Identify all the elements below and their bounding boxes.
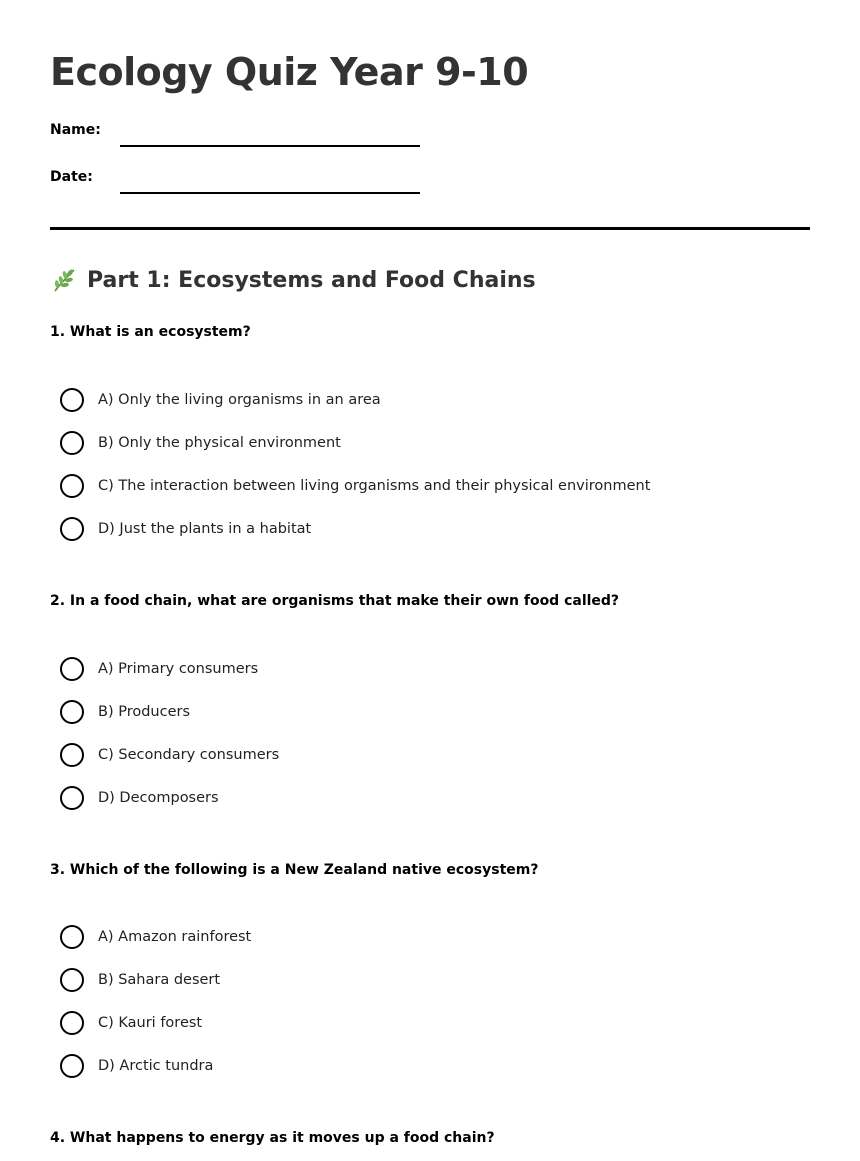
option-2c[interactable] [60, 742, 279, 768]
option-3b[interactable] [60, 967, 220, 993]
option-3a[interactable] [60, 924, 251, 950]
date-label: Date: [50, 169, 93, 185]
option-label: A) Primary consumers [98, 661, 259, 677]
radio-button[interactable] [60, 925, 84, 949]
radio-button[interactable] [60, 431, 84, 455]
option-label: C) Kauri forest [98, 1015, 203, 1031]
option-label: C) The interaction between living organisms and their physical environment [98, 478, 651, 494]
section-title-text: Part 1: Ecosystems and Food Chains [87, 267, 536, 293]
radio-button[interactable] [60, 1054, 84, 1078]
option-1c[interactable] [60, 473, 650, 499]
question-text: 4. What happens to energy as it moves up a food chain? [50, 1130, 495, 1146]
radio-button[interactable] [60, 743, 84, 767]
leaf-icon [50, 266, 78, 294]
option-1a[interactable] [60, 387, 381, 413]
option-2b[interactable] [60, 699, 190, 725]
option-label: D) Arctic tundra [98, 1058, 214, 1074]
name-label: Name: [50, 122, 101, 138]
option-2a[interactable] [60, 656, 258, 682]
header-divider [50, 227, 810, 230]
radio-button[interactable] [60, 474, 84, 498]
question-text: 2. In a food chain, what are organisms that make their own food called? [50, 593, 620, 609]
option-2d[interactable] [60, 785, 219, 811]
option-label: D) Decomposers [98, 790, 219, 806]
date-field[interactable] [50, 169, 450, 199]
question-text: 1. What is an ecosystem? [50, 324, 251, 340]
radio-button[interactable] [60, 968, 84, 992]
radio-button[interactable] [60, 700, 84, 724]
name-field[interactable] [50, 122, 450, 152]
radio-button[interactable] [60, 657, 84, 681]
option-label: B) Sahara desert [98, 972, 221, 988]
date-input-line[interactable] [120, 192, 420, 194]
question-text: 3. Which of the following is a New Zealand native ecosystem? [50, 862, 539, 878]
radio-button[interactable] [60, 517, 84, 541]
name-input-line[interactable] [120, 145, 420, 147]
option-label: A) Amazon rainforest [98, 929, 252, 945]
radio-button[interactable] [60, 388, 84, 412]
radio-button[interactable] [60, 1011, 84, 1035]
option-label: B) Producers [98, 704, 191, 720]
option-3c[interactable] [60, 1010, 202, 1036]
section-title [50, 266, 536, 294]
option-label: B) Only the physical environment [98, 435, 341, 451]
radio-button[interactable] [60, 786, 84, 810]
option-label: D) Just the plants in a habitat [98, 521, 312, 537]
option-label: C) Secondary consumers [98, 747, 280, 763]
page-title: Ecology Quiz Year 9-10 [50, 50, 529, 94]
option-1d[interactable] [60, 516, 311, 542]
option-3d[interactable] [60, 1053, 213, 1079]
option-label: A) Only the living organisms in an area [98, 392, 381, 408]
option-1b[interactable] [60, 430, 341, 456]
